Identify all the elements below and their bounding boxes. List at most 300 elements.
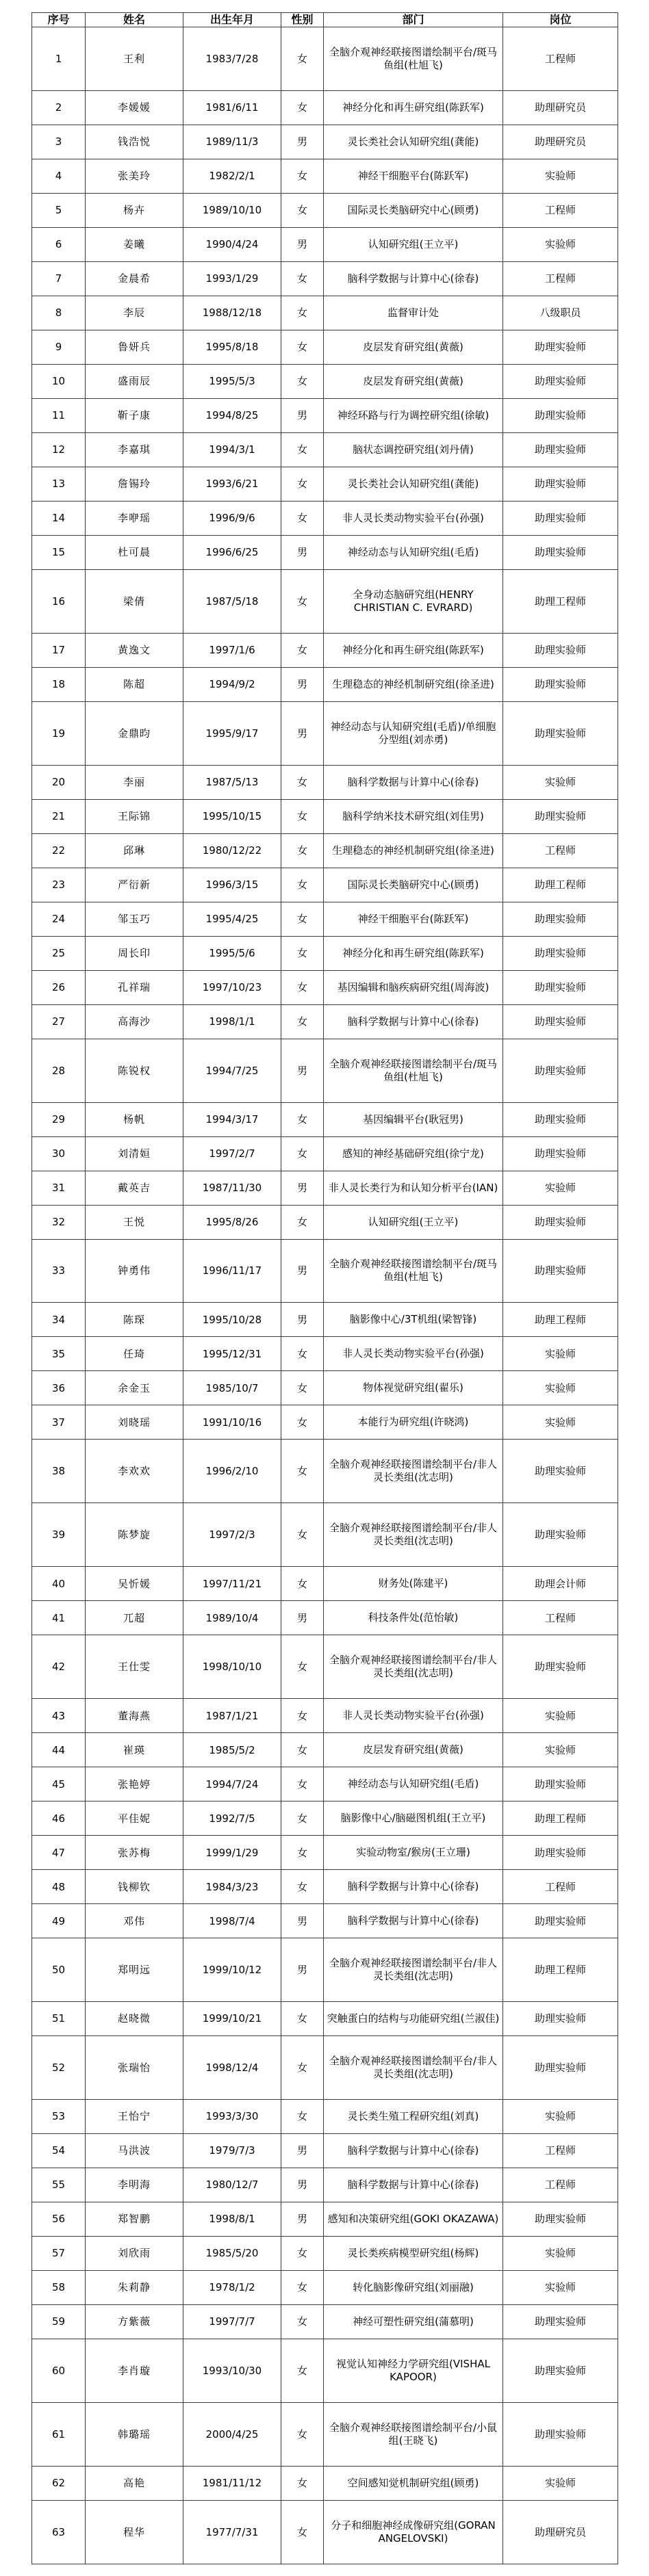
cell-dept: 认知研究组(王立平) bbox=[324, 1205, 503, 1239]
cell-name: 张美玲 bbox=[86, 159, 183, 193]
cell-dept: 脑影像中心/脑磁图机组(王立平) bbox=[324, 1801, 503, 1836]
cell-post: 助理实验师 bbox=[503, 330, 618, 364]
cell-dept: 全脑介观神经联接图谱绘制平台/斑马鱼组(杜旭飞) bbox=[324, 1039, 503, 1102]
cell-gender: 女 bbox=[281, 633, 324, 667]
cell-gender: 男 bbox=[281, 2202, 324, 2236]
table-row bbox=[32, 569, 618, 633]
table-row bbox=[32, 1767, 618, 1801]
cell-birth: 1978/1/2 bbox=[183, 2270, 281, 2304]
cell-dept: 分子和细胞神经成像研究组(GORAN ANGELOVSKI) bbox=[324, 2500, 503, 2564]
col-header-post: 岗位 bbox=[503, 13, 618, 27]
cell-dept: 全脑介观神经联接图谱绘制平台/小鼠组(王晓飞) bbox=[324, 2402, 503, 2466]
staff-table-sheet bbox=[31, 12, 618, 2564]
cell-name: 戴英吉 bbox=[86, 1171, 183, 1205]
cell-name: 程华 bbox=[86, 2500, 183, 2564]
cell-no: 53 bbox=[32, 2099, 86, 2133]
cell-name: 高艳 bbox=[86, 2466, 183, 2500]
col-header-dept: 部门 bbox=[324, 13, 503, 27]
cell-dept: 生理稳态的神经机制研究组(徐圣进) bbox=[324, 667, 503, 701]
cell-birth: 1982/2/1 bbox=[183, 159, 281, 193]
cell-name: 李媛媛 bbox=[86, 90, 183, 125]
cell-post: 实验师 bbox=[503, 227, 618, 261]
table-row bbox=[32, 432, 618, 467]
cell-dept: 脑科学数据与计算中心(徐春) bbox=[324, 1004, 503, 1039]
cell-post: 工程师 bbox=[503, 193, 618, 227]
cell-dept: 全脑介观神经联接图谱绘制平台/非人灵长类组(沈志明) bbox=[324, 2035, 503, 2099]
cell-birth: 1996/9/6 bbox=[183, 501, 281, 535]
table-row bbox=[32, 535, 618, 569]
cell-birth: 1997/11/21 bbox=[183, 1567, 281, 1601]
cell-no: 46 bbox=[32, 1801, 86, 1836]
cell-name: 崔瑛 bbox=[86, 1733, 183, 1767]
table-row bbox=[32, 261, 618, 296]
cell-birth: 1987/5/13 bbox=[183, 765, 281, 799]
cell-dept: 财务处(陈建平) bbox=[324, 1567, 503, 1601]
cell-birth: 1995/5/3 bbox=[183, 364, 281, 398]
cell-no: 58 bbox=[32, 2270, 86, 2304]
cell-post: 助理工程师 bbox=[503, 1938, 618, 2002]
cell-no: 9 bbox=[32, 330, 86, 364]
cell-name: 邱琳 bbox=[86, 833, 183, 868]
cell-post: 工程师 bbox=[503, 2133, 618, 2168]
cell-no: 12 bbox=[32, 432, 86, 467]
cell-gender: 男 bbox=[281, 1904, 324, 1938]
cell-post: 助理实验师 bbox=[503, 2402, 618, 2466]
cell-no: 27 bbox=[32, 1004, 86, 1039]
table-row bbox=[32, 364, 618, 398]
cell-birth: 1995/10/28 bbox=[183, 1303, 281, 1337]
cell-name: 李丽 bbox=[86, 765, 183, 799]
cell-gender: 男 bbox=[281, 535, 324, 569]
cell-post: 工程师 bbox=[503, 27, 618, 91]
cell-no: 35 bbox=[32, 1337, 86, 1371]
cell-no: 13 bbox=[32, 467, 86, 501]
table-row bbox=[32, 1440, 618, 1503]
table-row bbox=[32, 765, 618, 799]
cell-birth: 1997/7/7 bbox=[183, 2304, 281, 2339]
table-row bbox=[32, 1205, 618, 1239]
cell-name: 钱柳钦 bbox=[86, 1870, 183, 1904]
cell-birth: 1995/10/15 bbox=[183, 799, 281, 833]
cell-post: 工程师 bbox=[503, 2168, 618, 2202]
cell-birth: 1980/12/7 bbox=[183, 2168, 281, 2202]
table-row bbox=[32, 936, 618, 970]
cell-birth: 1995/9/17 bbox=[183, 701, 281, 765]
table-row bbox=[32, 1004, 618, 1039]
cell-post: 助理实验师 bbox=[503, 1503, 618, 1567]
cell-name: 李嘉琪 bbox=[86, 432, 183, 467]
cell-gender: 女 bbox=[281, 2402, 324, 2466]
cell-gender: 女 bbox=[281, 1136, 324, 1171]
cell-birth: 1994/3/1 bbox=[183, 432, 281, 467]
cell-birth: 1987/1/21 bbox=[183, 1699, 281, 1733]
cell-post: 助理实验师 bbox=[503, 1102, 618, 1136]
cell-post: 工程师 bbox=[503, 1601, 618, 1635]
cell-name: 黄逸文 bbox=[86, 633, 183, 667]
cell-post: 助理实验师 bbox=[503, 936, 618, 970]
cell-gender: 男 bbox=[281, 1601, 324, 1635]
cell-dept: 脑科学数据与计算中心(徐春) bbox=[324, 2168, 503, 2202]
cell-post: 助理实验师 bbox=[503, 1635, 618, 1699]
cell-no: 22 bbox=[32, 833, 86, 868]
cell-gender: 女 bbox=[281, 1767, 324, 1801]
cell-name: 王利 bbox=[86, 27, 183, 91]
cell-name: 盛雨辰 bbox=[86, 364, 183, 398]
cell-name: 金鼎昀 bbox=[86, 701, 183, 765]
cell-dept: 神经环路与行为调控研究组(徐敏) bbox=[324, 398, 503, 432]
cell-no: 21 bbox=[32, 799, 86, 833]
cell-no: 33 bbox=[32, 1239, 86, 1303]
cell-dept: 灵长类社会认知研究组(龚能) bbox=[324, 125, 503, 159]
cell-birth: 1981/11/12 bbox=[183, 2466, 281, 2500]
cell-gender: 女 bbox=[281, 90, 324, 125]
cell-birth: 1998/8/1 bbox=[183, 2202, 281, 2236]
cell-no: 42 bbox=[32, 1635, 86, 1699]
cell-post: 助理实验师 bbox=[503, 1440, 618, 1503]
cell-gender: 女 bbox=[281, 1733, 324, 1767]
cell-name: 王怡宁 bbox=[86, 2099, 183, 2133]
cell-no: 15 bbox=[32, 535, 86, 569]
cell-name: 杜可晨 bbox=[86, 535, 183, 569]
cell-name: 方紫薇 bbox=[86, 2304, 183, 2339]
cell-gender: 女 bbox=[281, 296, 324, 330]
table-row bbox=[32, 2402, 618, 2466]
cell-no: 23 bbox=[32, 868, 86, 902]
table-row bbox=[32, 125, 618, 159]
table-row bbox=[32, 902, 618, 936]
cell-dept: 灵长类生殖工程研究组(刘真) bbox=[324, 2099, 503, 2133]
cell-birth: 1995/4/25 bbox=[183, 902, 281, 936]
cell-post: 实验师 bbox=[503, 2099, 618, 2133]
cell-name: 钟勇伟 bbox=[86, 1239, 183, 1303]
table-row bbox=[32, 2202, 618, 2236]
cell-no: 8 bbox=[32, 296, 86, 330]
cell-birth: 1991/10/16 bbox=[183, 1405, 281, 1440]
cell-birth: 1998/7/4 bbox=[183, 1904, 281, 1938]
cell-no: 28 bbox=[32, 1039, 86, 1102]
cell-name: 詹锡玲 bbox=[86, 467, 183, 501]
table-row bbox=[32, 2099, 618, 2133]
cell-post: 工程师 bbox=[503, 261, 618, 296]
cell-no: 2 bbox=[32, 90, 86, 125]
cell-no: 43 bbox=[32, 1699, 86, 1733]
cell-gender: 男 bbox=[281, 2168, 324, 2202]
cell-gender: 女 bbox=[281, 501, 324, 535]
cell-no: 16 bbox=[32, 569, 86, 633]
table-row bbox=[32, 833, 618, 868]
cell-birth: 1999/10/21 bbox=[183, 2001, 281, 2035]
cell-dept: 脑科学数据与计算中心(徐春) bbox=[324, 2133, 503, 2168]
cell-dept: 基因编辑和脑疾病研究组(周海波) bbox=[324, 970, 503, 1004]
cell-no: 40 bbox=[32, 1567, 86, 1601]
cell-post: 助理实验师 bbox=[503, 2304, 618, 2339]
cell-post: 助理实验师 bbox=[503, 398, 618, 432]
cell-dept: 基因编辑平台(耿冠男) bbox=[324, 1102, 503, 1136]
table-row bbox=[32, 633, 618, 667]
cell-post: 工程师 bbox=[503, 833, 618, 868]
cell-post: 助理实验师 bbox=[503, 432, 618, 467]
cell-gender: 女 bbox=[281, 868, 324, 902]
cell-post: 助理工程师 bbox=[503, 569, 618, 633]
cell-post: 助理研究员 bbox=[503, 2500, 618, 2564]
cell-dept: 转化脑影像研究组(刘丽融) bbox=[324, 2270, 503, 2304]
cell-gender: 女 bbox=[281, 1337, 324, 1371]
cell-name: 鲁妍兵 bbox=[86, 330, 183, 364]
cell-no: 38 bbox=[32, 1440, 86, 1503]
col-header-gender: 性别 bbox=[281, 13, 324, 27]
cell-name: 任琦 bbox=[86, 1337, 183, 1371]
cell-dept: 神经干细胞平台(陈跃军) bbox=[324, 902, 503, 936]
cell-name: 张苏梅 bbox=[86, 1836, 183, 1870]
cell-post: 助理实验师 bbox=[503, 633, 618, 667]
cell-name: 余金玉 bbox=[86, 1371, 183, 1405]
cell-no: 30 bbox=[32, 1136, 86, 1171]
cell-gender: 女 bbox=[281, 364, 324, 398]
cell-gender: 女 bbox=[281, 193, 324, 227]
cell-dept: 皮层发育研究组(黄薇) bbox=[324, 364, 503, 398]
table-row bbox=[32, 2236, 618, 2270]
cell-birth: 1995/12/31 bbox=[183, 1337, 281, 1371]
cell-post: 助理研究员 bbox=[503, 90, 618, 125]
cell-gender: 女 bbox=[281, 936, 324, 970]
cell-post: 实验师 bbox=[503, 2466, 618, 2500]
table-row bbox=[32, 2466, 618, 2500]
cell-birth: 1998/12/4 bbox=[183, 2035, 281, 2099]
cell-gender: 女 bbox=[281, 1440, 324, 1503]
cell-no: 39 bbox=[32, 1503, 86, 1567]
cell-birth: 1993/10/30 bbox=[183, 2339, 281, 2402]
cell-name: 张瑞怡 bbox=[86, 2035, 183, 2099]
cell-birth: 1998/10/10 bbox=[183, 1635, 281, 1699]
cell-gender: 男 bbox=[281, 227, 324, 261]
table-row bbox=[32, 90, 618, 125]
cell-birth: 1979/7/3 bbox=[183, 2133, 281, 2168]
cell-dept: 突触蛋白的结构与功能研究组(兰淑佳) bbox=[324, 2001, 503, 2035]
cell-birth: 1987/11/30 bbox=[183, 1171, 281, 1205]
cell-no: 48 bbox=[32, 1870, 86, 1904]
cell-dept: 灵长类社会认知研究组(龚能) bbox=[324, 467, 503, 501]
cell-no: 37 bbox=[32, 1405, 86, 1440]
table-row bbox=[32, 2500, 618, 2564]
cell-birth: 1993/3/30 bbox=[183, 2099, 281, 2133]
cell-name: 李肖璇 bbox=[86, 2339, 183, 2402]
cell-name: 靳子康 bbox=[86, 398, 183, 432]
table-row bbox=[32, 1635, 618, 1699]
cell-no: 3 bbox=[32, 125, 86, 159]
table-body bbox=[32, 27, 618, 2564]
cell-name: 金晨希 bbox=[86, 261, 183, 296]
cell-name: 郑明远 bbox=[86, 1938, 183, 2002]
cell-gender: 女 bbox=[281, 2500, 324, 2564]
cell-gender: 男 bbox=[281, 667, 324, 701]
cell-no: 34 bbox=[32, 1303, 86, 1337]
cell-birth: 1996/3/15 bbox=[183, 868, 281, 902]
cell-no: 57 bbox=[32, 2236, 86, 2270]
cell-post: 助理实验师 bbox=[503, 535, 618, 569]
cell-post: 工程师 bbox=[503, 1870, 618, 1904]
cell-post: 助理实验师 bbox=[503, 2001, 618, 2035]
cell-birth: 1997/2/3 bbox=[183, 1503, 281, 1567]
table-row bbox=[32, 193, 618, 227]
cell-gender: 女 bbox=[281, 1635, 324, 1699]
cell-no: 29 bbox=[32, 1102, 86, 1136]
cell-name: 张艳婷 bbox=[86, 1767, 183, 1801]
cell-dept: 神经动态与认知研究组(毛盾)/单细胞分型组(刘赤勇) bbox=[324, 701, 503, 765]
cell-post: 助理实验师 bbox=[503, 667, 618, 701]
cell-post: 助理实验师 bbox=[503, 467, 618, 501]
cell-gender: 女 bbox=[281, 970, 324, 1004]
cell-post: 助理研究员 bbox=[503, 125, 618, 159]
cell-post: 助理实验师 bbox=[503, 1004, 618, 1039]
cell-name: 陈琛 bbox=[86, 1303, 183, 1337]
table-row bbox=[32, 2339, 618, 2402]
cell-post: 实验师 bbox=[503, 1733, 618, 1767]
cell-birth: 1996/11/17 bbox=[183, 1239, 281, 1303]
table-row bbox=[32, 1836, 618, 1870]
cell-no: 4 bbox=[32, 159, 86, 193]
staff-table bbox=[31, 12, 618, 2564]
cell-name: 郑智鹏 bbox=[86, 2202, 183, 2236]
cell-birth: 1996/2/10 bbox=[183, 1440, 281, 1503]
cell-no: 1 bbox=[32, 27, 86, 91]
cell-name: 李欢欢 bbox=[86, 1440, 183, 1503]
cell-post: 助理实验师 bbox=[503, 902, 618, 936]
cell-birth: 1988/12/18 bbox=[183, 296, 281, 330]
cell-post: 助理实验师 bbox=[503, 1767, 618, 1801]
cell-gender: 男 bbox=[281, 1171, 324, 1205]
cell-dept: 神经干细胞平台(陈跃军) bbox=[324, 159, 503, 193]
cell-post: 助理工程师 bbox=[503, 1801, 618, 1836]
cell-name: 严衍新 bbox=[86, 868, 183, 902]
table-row bbox=[32, 1870, 618, 1904]
cell-dept: 视觉认知神经力学研究组(VISHAL KAPOOR) bbox=[324, 2339, 503, 2402]
table-row bbox=[32, 1303, 618, 1337]
cell-name: 王际锦 bbox=[86, 799, 183, 833]
cell-no: 54 bbox=[32, 2133, 86, 2168]
cell-dept: 本能行为研究组(许晓鸿) bbox=[324, 1405, 503, 1440]
table-row bbox=[32, 667, 618, 701]
cell-dept: 全脑介观神经联接图谱绘制平台/非人灵长类组(沈志明) bbox=[324, 1635, 503, 1699]
cell-gender: 男 bbox=[281, 125, 324, 159]
cell-no: 31 bbox=[32, 1171, 86, 1205]
cell-post: 助理实验师 bbox=[503, 970, 618, 1004]
cell-birth: 1994/7/25 bbox=[183, 1039, 281, 1102]
table-row bbox=[32, 701, 618, 765]
cell-no: 7 bbox=[32, 261, 86, 296]
table-row bbox=[32, 2133, 618, 2168]
cell-name: 平佳妮 bbox=[86, 1801, 183, 1836]
cell-dept: 脑科学数据与计算中心(徐春) bbox=[324, 261, 503, 296]
cell-no: 60 bbox=[32, 2339, 86, 2402]
cell-no: 56 bbox=[32, 2202, 86, 2236]
cell-name: 刘清姮 bbox=[86, 1136, 183, 1171]
cell-dept: 非人灵长类动物实验平台(孙强) bbox=[324, 501, 503, 535]
table-row bbox=[32, 1337, 618, 1371]
cell-dept: 生理稳态的神经机制研究组(徐圣进) bbox=[324, 833, 503, 868]
cell-birth: 1985/5/2 bbox=[183, 1733, 281, 1767]
cell-no: 63 bbox=[32, 2500, 86, 2564]
cell-no: 45 bbox=[32, 1767, 86, 1801]
cell-name: 刘欣雨 bbox=[86, 2236, 183, 2270]
cell-no: 19 bbox=[32, 701, 86, 765]
cell-dept: 神经动态与认知研究组(毛盾) bbox=[324, 1767, 503, 1801]
cell-birth: 1983/7/28 bbox=[183, 27, 281, 91]
cell-name: 王悦 bbox=[86, 1205, 183, 1239]
cell-birth: 1995/8/18 bbox=[183, 330, 281, 364]
cell-birth: 1990/4/24 bbox=[183, 227, 281, 261]
cell-gender: 女 bbox=[281, 432, 324, 467]
cell-post: 助理实验师 bbox=[503, 1136, 618, 1171]
cell-dept: 国际灵长类脑研究中心(顾勇) bbox=[324, 193, 503, 227]
cell-name: 邓伟 bbox=[86, 1904, 183, 1938]
table-row bbox=[32, 1733, 618, 1767]
cell-name: 韩璐瑶 bbox=[86, 2402, 183, 2466]
table-row bbox=[32, 467, 618, 501]
cell-name: 刘晓瑶 bbox=[86, 1405, 183, 1440]
cell-gender: 女 bbox=[281, 2035, 324, 2099]
cell-name: 吴忻媛 bbox=[86, 1567, 183, 1601]
cell-name: 马洪波 bbox=[86, 2133, 183, 2168]
cell-post: 八级职员 bbox=[503, 296, 618, 330]
cell-dept: 神经分化和再生研究组(陈跃军) bbox=[324, 936, 503, 970]
col-header-name: 姓名 bbox=[86, 13, 183, 27]
table-row bbox=[32, 1503, 618, 1567]
table-row bbox=[32, 27, 618, 91]
cell-dept: 感知的神经基础研究组(徐宁龙) bbox=[324, 1136, 503, 1171]
cell-gender: 女 bbox=[281, 27, 324, 91]
cell-gender: 女 bbox=[281, 2099, 324, 2133]
cell-gender: 女 bbox=[281, 1567, 324, 1601]
cell-gender: 女 bbox=[281, 1371, 324, 1405]
cell-gender: 女 bbox=[281, 569, 324, 633]
cell-no: 47 bbox=[32, 1836, 86, 1870]
cell-birth: 1996/6/25 bbox=[183, 535, 281, 569]
cell-post: 助理实验师 bbox=[503, 701, 618, 765]
cell-name: 董海燕 bbox=[86, 1699, 183, 1733]
cell-dept: 全脑介观神经联接图谱绘制平台/非人灵长类组(沈志明) bbox=[324, 1938, 503, 2002]
cell-post: 实验师 bbox=[503, 2270, 618, 2304]
cell-dept: 感知和决策研究组(GOKI OKAZAWA) bbox=[324, 2202, 503, 2236]
cell-name: 杨帆 bbox=[86, 1102, 183, 1136]
cell-birth: 1977/7/31 bbox=[183, 2500, 281, 2564]
cell-name: 钱浩悦 bbox=[86, 125, 183, 159]
table-row bbox=[32, 970, 618, 1004]
cell-birth: 1989/11/3 bbox=[183, 125, 281, 159]
cell-no: 52 bbox=[32, 2035, 86, 2099]
cell-gender: 女 bbox=[281, 1801, 324, 1836]
cell-name: 李咿瑶 bbox=[86, 501, 183, 535]
cell-post: 实验师 bbox=[503, 1337, 618, 1371]
cell-no: 62 bbox=[32, 2466, 86, 2500]
cell-post: 助理工程师 bbox=[503, 868, 618, 902]
cell-dept: 灵长类疾病模型研究组(杨辉) bbox=[324, 2236, 503, 2270]
table-row bbox=[32, 2270, 618, 2304]
cell-birth: 1980/12/22 bbox=[183, 833, 281, 868]
cell-birth: 1981/6/11 bbox=[183, 90, 281, 125]
cell-dept: 脑科学纳米技术研究组(刘佳男) bbox=[324, 799, 503, 833]
cell-no: 55 bbox=[32, 2168, 86, 2202]
col-header-no: 序号 bbox=[32, 13, 86, 27]
table-row bbox=[32, 1171, 618, 1205]
cell-post: 实验师 bbox=[503, 1171, 618, 1205]
cell-gender: 女 bbox=[281, 2270, 324, 2304]
table-row bbox=[32, 2035, 618, 2099]
cell-birth: 1992/7/5 bbox=[183, 1801, 281, 1836]
table-row bbox=[32, 1601, 618, 1635]
cell-name: 陈锐权 bbox=[86, 1039, 183, 1102]
cell-no: 59 bbox=[32, 2304, 86, 2339]
cell-name: 兀超 bbox=[86, 1601, 183, 1635]
